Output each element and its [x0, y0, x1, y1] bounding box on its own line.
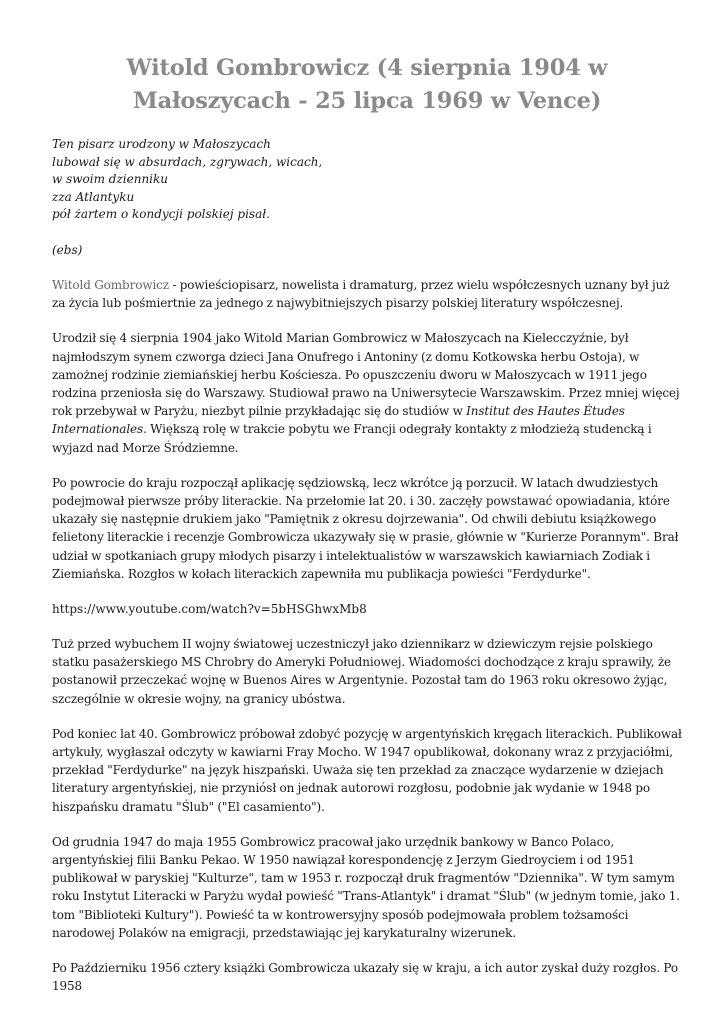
paragraph-return: Po powrocie do kraju rozpoczął aplikację sędziowską, lecz wkrótce ją porzucił. W latach dwudziestych podejmował pierwsze próby literackie. Na przełomie lat 20. i 30. zaczęły powstawać opowiadania, które ukazały się następnie drukiem jako "Pamiętnik z okresu dojrzewania". Od chwili debiutu książkowego felietony literackie i recenzje Gombrowicza ukazywały się w prasie, głównie w "Kurierze Porannym". Brał udział w spotkaniach grupy młodych pisarzy i intelektualistów w warszawskich kawiarniach Zodiak i Ziemiańska. Rozgłos w kołach literackich zapewniła mu publikacja powieści "Ferdydurke".	[52, 475, 679, 581]
intro-text: - powieściopisarz, nowelista i dramaturg, przez wielu współczesnych uznany był już za życia lub pośmiertnie za jednego z najwybitniejszych pisarzy polskiej literatury współczesnej.	[52, 278, 670, 311]
paragraph-argentina: Tuż przed wybuchem II wojny światowej uczestniczył jako dziennikarz w dziewiczym rejsie polskiego statku pasażerskiego MS Chrobry do Ameryki Południowej. Wiadomości dochodzące z kraju sprawiły, że postanowił przeczekać wojnę w Buenos Aires w Argentynie. Pozostał tam do 1963 roku okresowo żyjąc, szczególnie w okresie wojny, na granicy ubóstwa.	[52, 637, 672, 706]
paragraph-late-40s: Pod koniec lat 40. Gombrowicz próbował zdobyć pozycję w argentyńskich kręgach literackich. Publikował artykuły, wygłaszał odczyty w kawiarni Fray Mocho. W 1947 opublikował, dokonany wraz z przyjaciółmi, przekład "Ferdydurke" na język hiszpański. Uważa się ten przekład za znaczące wydarzenie w dziejach literatury argentyńskiej, nie przyniósł on jednak autorowi rozgłosu, podobnie jak wydanie w 1948 po hiszpańsku dramatu "Ślub" ("El casamiento").	[52, 726, 682, 814]
author-name-link[interactable]: Witold Gombrowicz	[52, 278, 169, 292]
biography-text-end: . Większą rolę w trakcie pobytu we Francji odegrały kontakty z młodzieżą studencką i wyjazd nad Morze Śródziemne.	[52, 422, 652, 455]
poem-signature: (ebs)	[52, 242, 83, 257]
biography-text: Urodził się 4 sierpnia 1904 jako Witold Marian Gombrowicz w Małoszycach na Kielecczyźnie, był najmłodszym synem czworga dzieci Jana Onufrego i Antoniny (z domu Kotkowska herbu Ostoja), w zamożnej rodzinie ziemiańskiej herbu Kościesza. Po opuszczeniu dworu w Małoszycach w 1911 jego rodzina przeniosła się do Warszawy. Studiował prawo na Uniwersytecie Warszawskim. Przez mniej więcej rok przebywał w Paryżu, niezbyt pilnie przykładając się do studiów w	[52, 331, 680, 419]
paragraph-october: Po Październiku 1956 cztery książki Gombrowicza ukazały się w kraju, a ich autor zyskał duży rozgłos. Po 1958	[52, 961, 678, 994]
document-page	[52, 52, 682, 996]
youtube-url[interactable]: https://www.youtube.com/watch?v=5bHSGhwxMb8	[52, 602, 367, 617]
page-title: Witold Gombrowicz (4 sierpnia 1904 w Małoszycach - 25 lipca 1969 w Vence)	[126, 55, 608, 114]
poem-line: pół żartem o kondycji polskiej pisał.	[52, 207, 270, 221]
paragraph-intro	[52, 276, 682, 312]
poem-line: w swoim dzienniku	[52, 172, 169, 186]
institute-name: Institut des Hautes Études Internationales	[52, 404, 625, 437]
poem-line: zza Atlantyku	[52, 189, 135, 204]
poem-line: lubował się w absurdach, zgrywach, wicach,	[52, 154, 323, 169]
paragraph-biography	[52, 329, 682, 456]
poem-line: Ten pisarz urodzony w Małoszycach	[52, 137, 271, 151]
poem-epigraph	[52, 136, 682, 224]
paragraph-bank: Od grudnia 1947 do maja 1955 Gombrowicz pracował jako urzędnik bankowy w Banco Polaco, argentyńskiej filii Banku Pekao. W 1950 nawiązał korespondencję z Jerzym Giedroyciem i od 1951 publikował w paryskiej "Kulturze", tam w 1953 r. rozpoczął druk fragmentów "Dziennika". W tym samym roku Instytut Literacki w Paryżu wydał powieść "Trans-Atlantyk" i dramat "Ślub" (w jednym tomie, jako 1. tom "Biblioteki Kultury"). Powieść ta w kontrowersyjny sposób podejmowała problem tożsamości narodowej Polaków na emigracji, przedstawiając jej karykaturalny wizerunek.	[52, 834, 680, 940]
